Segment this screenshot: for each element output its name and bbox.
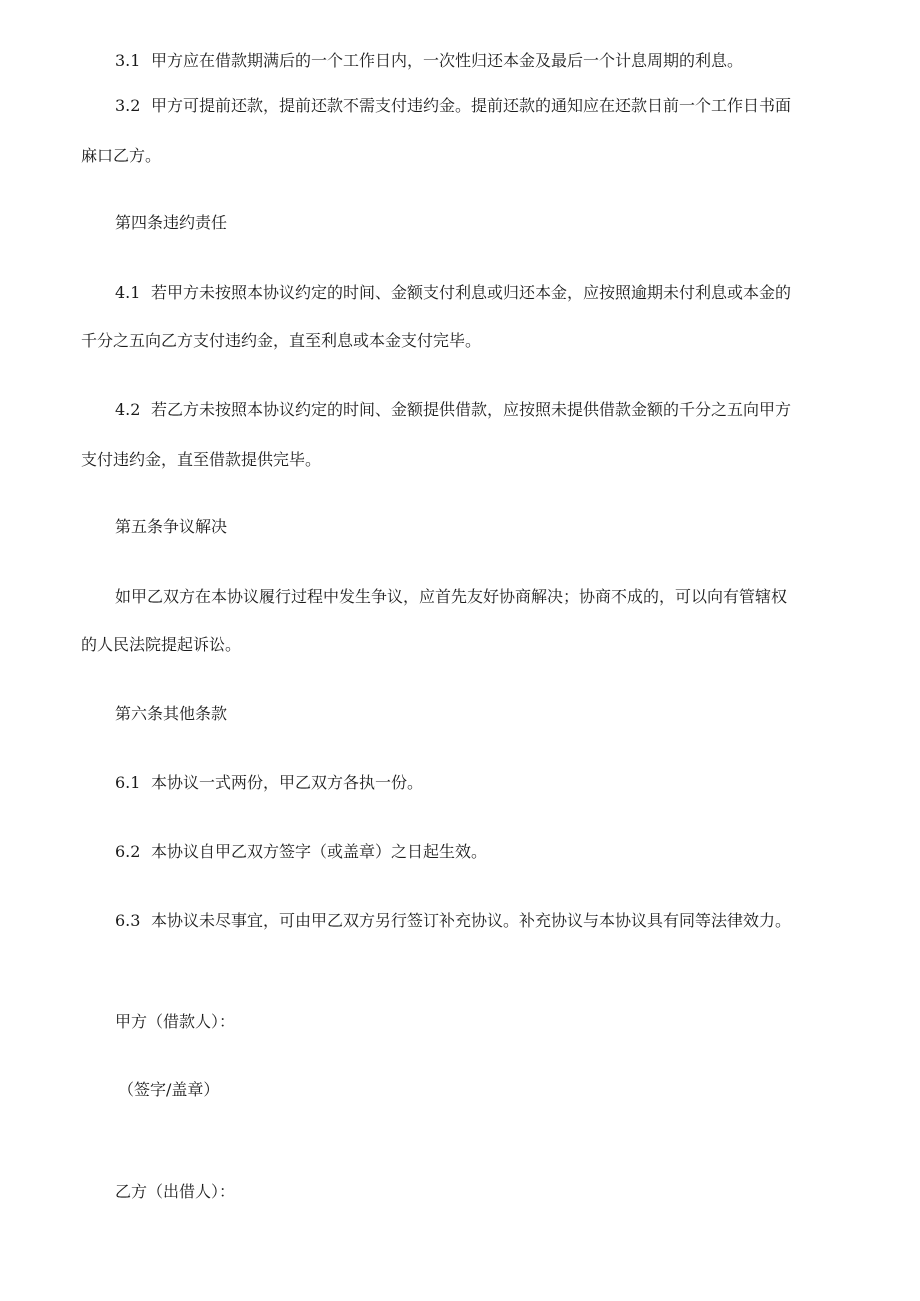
- clause-6-3: [115, 911, 791, 931]
- clause-number: 6.1: [115, 773, 141, 792]
- paragraph-5-line-1: 如甲乙双方在本协议履行过程中发生争议，应首先友好协商解决；协商不成的，可以向有管辖权: [115, 587, 788, 606]
- clause-text: 本协议一式两份，甲乙双方各执一份。: [151, 773, 424, 792]
- clause-number: 4.2: [115, 400, 141, 419]
- clause-number: 4.1: [115, 283, 141, 302]
- clause-3-1: [115, 51, 743, 71]
- clause-3-2-continuation: 麻口乙方。: [81, 146, 162, 165]
- party-b-label: 乙方（出借人）：: [115, 1182, 236, 1201]
- section-heading-5: 第五条争议解决: [115, 517, 228, 536]
- clause-4-2-continuation: 支付违约金，直至借款提供完毕。: [81, 450, 322, 469]
- party-a-signature-placeholder: （签字/盖章）: [118, 1080, 220, 1099]
- clause-text: 本协议自甲乙双方签字（或盖章）之日起生效。: [151, 842, 488, 861]
- clause-text: 若乙方未按照本协议约定的时间、金额提供借款，应按照未提供借款金额的千分之五向甲方: [151, 400, 792, 419]
- section-heading-4: 第四条违约责任: [115, 213, 228, 232]
- clause-text: 甲方可提前还款，提前还款不需支付违约金。提前还款的通知应在还款日前一个工作日书面: [151, 96, 792, 115]
- clause-4-2: [115, 400, 791, 420]
- clause-6-2: [115, 842, 487, 862]
- clause-number: 6.2: [115, 842, 141, 861]
- clause-3-2: [115, 96, 791, 116]
- clause-number: 3.1: [115, 51, 141, 70]
- clause-text: 甲方应在借款期满后的一个工作日内，一次性归还本金及最后一个计息周期的利息。: [151, 51, 744, 70]
- clause-text: 若甲方未按照本协议约定的时间、金额支付利息或归还本金，应按照逾期未付利息或本金的: [151, 283, 792, 302]
- clause-number: 3.2: [115, 96, 141, 115]
- clause-text: 本协议未尽事宜，可由甲乙双方另行签订补充协议。补充协议与本协议具有同等法律效力。: [151, 911, 792, 930]
- party-a-label: 甲方（借款人）：: [115, 1012, 236, 1031]
- paragraph-5-line-2: 的人民法院提起诉讼。: [81, 635, 242, 654]
- clause-4-1-continuation: 千分之五向乙方支付违约金，直至利息或本金支付完毕。: [81, 331, 482, 350]
- clause-number: 6.3: [115, 911, 141, 930]
- clause-6-1: [115, 773, 423, 793]
- clause-4-1: [115, 283, 791, 303]
- section-heading-6: 第六条其他条款: [115, 704, 228, 723]
